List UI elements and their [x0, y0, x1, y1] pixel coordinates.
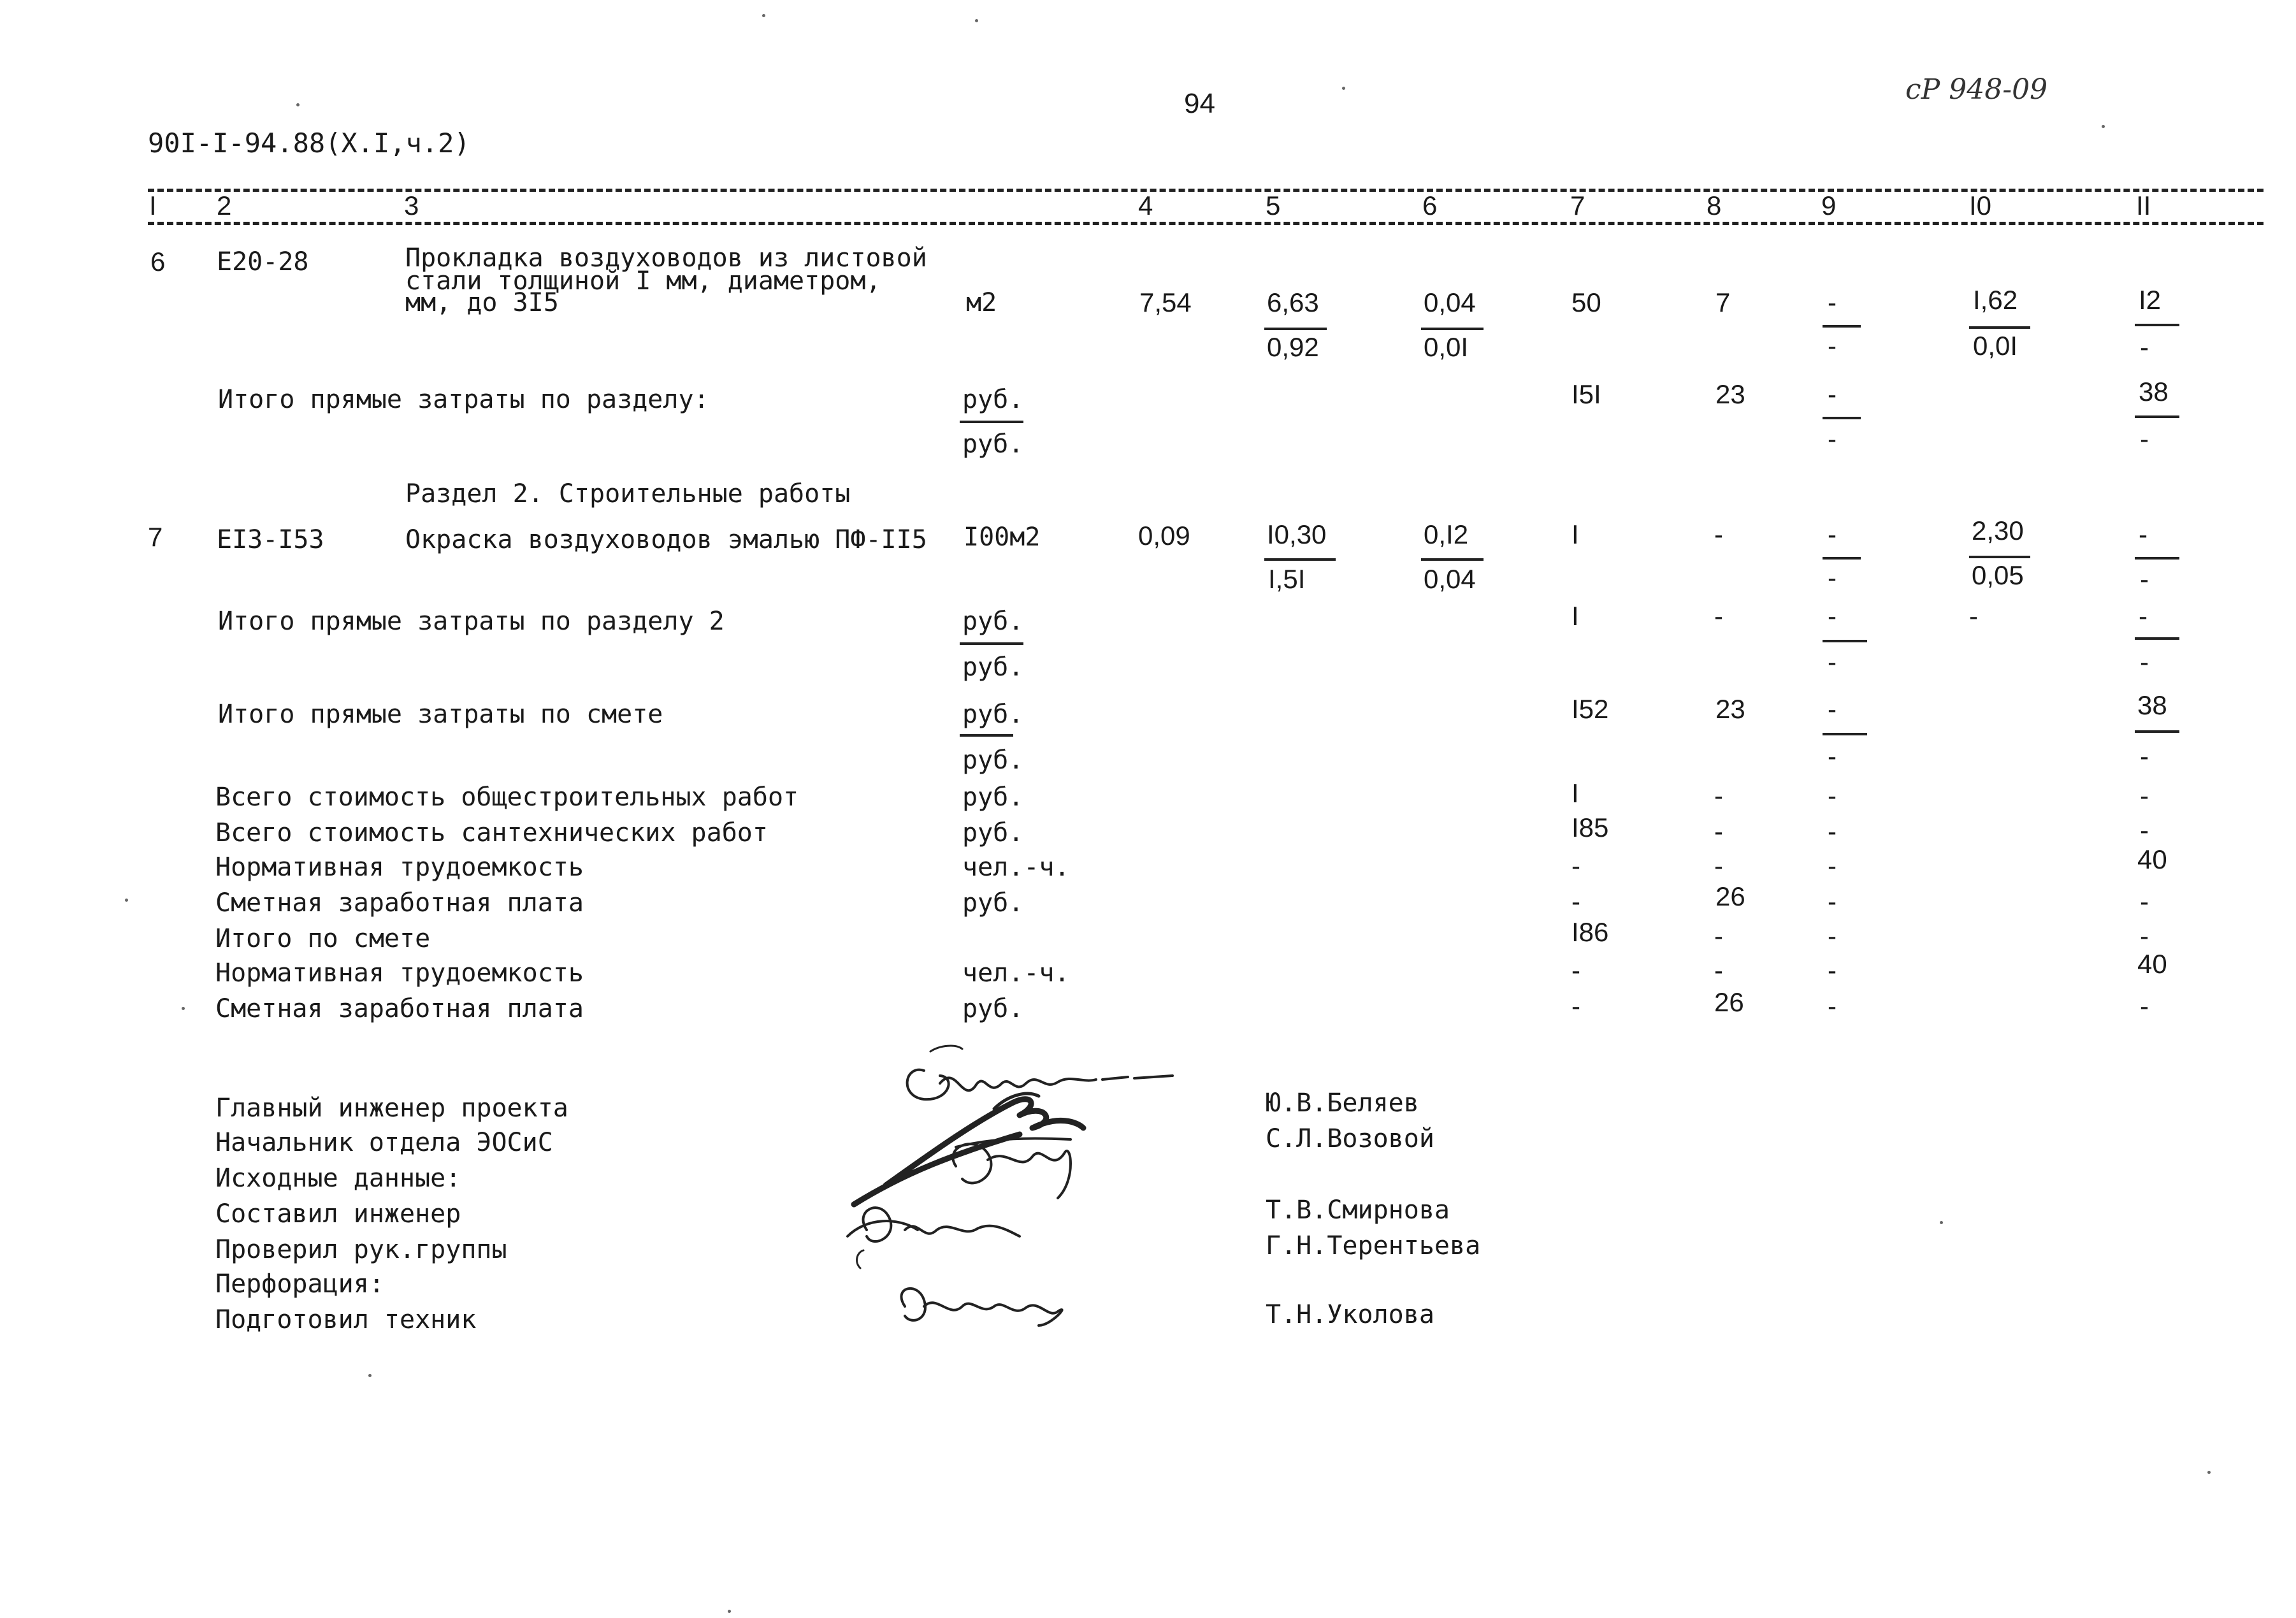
- document-code: 90I-I-94.88(X.I,ч.2): [148, 127, 470, 159]
- labor-per-unit-machinists: 0,0I: [1973, 331, 2018, 361]
- total-machines: -: [1828, 287, 1837, 317]
- fraction-bar: [2135, 415, 2179, 418]
- unit: м2: [966, 288, 997, 317]
- column-header-9: 9: [1821, 191, 1837, 220]
- fraction-bar: [1969, 326, 2030, 329]
- labor-total: -: [2140, 815, 2149, 845]
- scan-speck: [975, 19, 978, 22]
- fraction-bar: [1264, 328, 1327, 330]
- unit-cost-total: I0,30: [1267, 519, 1327, 549]
- unit: руб.: [962, 430, 1024, 459]
- fraction-bar: [960, 642, 1023, 645]
- total-wages: -: [1714, 921, 1723, 951]
- scan-speck: [728, 1610, 731, 1613]
- labor-total: -: [2140, 921, 2149, 951]
- scan-speck: [1342, 87, 1345, 90]
- total-cost: I85: [1571, 813, 1609, 842]
- work-description: Окраска воздуховодов эмалью ПФ-II5: [405, 525, 927, 554]
- handwritten-signatures: [828, 1026, 1224, 1370]
- fraction-bar: [1421, 558, 1484, 561]
- scan-speck: [125, 899, 128, 902]
- total-machines: -: [1828, 921, 1837, 951]
- total-wages: 23: [1715, 379, 1745, 409]
- fraction-bar: [2135, 324, 2179, 326]
- total-cost: I: [1571, 601, 1579, 631]
- total-wages: -: [1714, 851, 1723, 881]
- total-wages: -: [1714, 955, 1723, 985]
- section-title: Раздел 2. Строительные работы: [405, 479, 851, 509]
- column-header-2: 2: [217, 191, 232, 220]
- quantity: 7,54: [1139, 287, 1192, 317]
- fraction-bar: [1823, 733, 1867, 735]
- row-number: 6: [150, 247, 166, 277]
- total-wages: -: [1714, 781, 1723, 811]
- total-machines: -: [1828, 519, 1837, 549]
- total-machines: -: [1828, 379, 1837, 409]
- total-cost: -: [1571, 955, 1580, 985]
- labor-total: -: [2139, 601, 2148, 631]
- summary-label: Всего стоимость общестроительных работ: [215, 783, 799, 812]
- total-wages: -: [1714, 816, 1723, 846]
- labor-total: -: [2140, 991, 2149, 1021]
- labor-total-machinists: -: [2140, 741, 2149, 771]
- labor-total-machinists: -: [2140, 424, 2149, 454]
- total-cost: -: [1571, 851, 1580, 881]
- unit-cost-machine-wages: 0,04: [1424, 564, 1476, 594]
- unit: руб.: [962, 818, 1024, 848]
- quantity: 0,09: [1138, 521, 1190, 551]
- labor-total: 38: [2139, 377, 2169, 407]
- work-description: Прокладка воздуховодов из листовой: [405, 243, 927, 273]
- unit: руб.: [962, 783, 1024, 812]
- total-cost: -: [1571, 886, 1580, 916]
- total-machine-wages: -: [1828, 563, 1837, 593]
- total-wages: 23: [1715, 694, 1745, 724]
- total-cost: I: [1571, 778, 1579, 808]
- total-machines: -: [1828, 851, 1837, 881]
- scan-speck: [762, 14, 765, 17]
- total-machine-wages: -: [1828, 647, 1837, 677]
- unit-cost-machines: 0,04: [1424, 287, 1476, 317]
- total-cost: I86: [1571, 917, 1609, 947]
- column-header-3: 3: [404, 191, 419, 220]
- fraction-bar: [1823, 325, 1861, 328]
- labor-total-machinists: -: [2140, 564, 2149, 594]
- signatory-role: Подготовил техник: [215, 1305, 477, 1334]
- summary-label: Нормативная трудоемкость: [215, 853, 584, 882]
- labor-total: -: [2139, 519, 2148, 549]
- unit-cost-wages: I,5I: [1268, 564, 1306, 594]
- unit: руб.: [962, 653, 1024, 682]
- signatory-role: Составил инженер: [215, 1199, 461, 1229]
- unit: I00м2: [964, 523, 1041, 552]
- labor-per-unit-machinists: 0,05: [1972, 560, 2024, 590]
- header-rule-bottom: [148, 222, 2264, 225]
- column-header-6: 6: [1422, 191, 1438, 220]
- total-machines: -: [1828, 991, 1837, 1021]
- signatory-name: Ю.В.Беляев: [1266, 1088, 1419, 1118]
- scan-speck: [296, 103, 300, 106]
- signatory-name: Т.В.Смирнова: [1266, 1195, 1450, 1225]
- total-wages: 26: [1714, 987, 1744, 1017]
- column-header-10: I0: [1969, 191, 1992, 220]
- fraction-bar: [2135, 730, 2179, 733]
- unit: руб.: [962, 888, 1024, 918]
- handwritten-code: сР 948-09: [1905, 73, 2048, 106]
- scan-speck: [182, 1007, 185, 1010]
- total-machines: -: [1828, 601, 1837, 631]
- column-header-8: 8: [1707, 191, 1722, 220]
- signatory-name: Г.Н.Терентьева: [1266, 1231, 1481, 1260]
- labor-total: -: [2140, 886, 2149, 916]
- labor-total: 40: [2137, 844, 2167, 874]
- fraction-bar: [960, 734, 1013, 737]
- labor-per-unit: I,62: [1973, 285, 2018, 315]
- row-number: 7: [148, 522, 163, 552]
- column-header-7: 7: [1570, 191, 1585, 220]
- column-header-5: 5: [1266, 191, 1281, 220]
- labor-total: -: [2140, 781, 2149, 811]
- unit: руб.: [962, 700, 1024, 729]
- fraction-bar: [1823, 557, 1861, 560]
- subtotal-label: Итого прямые затраты по смете: [218, 700, 663, 729]
- scan-speck: [2207, 1471, 2211, 1474]
- total-machine-wages: -: [1828, 331, 1837, 361]
- labor-total: 40: [2137, 949, 2167, 979]
- total-machine-wages: -: [1828, 741, 1837, 771]
- fraction-bar: [1823, 417, 1861, 419]
- unit: руб.: [962, 385, 1024, 414]
- total-machines: -: [1828, 781, 1837, 811]
- total-wages: -: [1714, 601, 1723, 631]
- unit: руб.: [962, 746, 1024, 775]
- fraction-bar: [2135, 637, 2179, 640]
- header-rule-top: [148, 189, 2264, 192]
- labor-per-unit: -: [1969, 601, 1978, 631]
- column-header-11: II: [2136, 191, 2151, 220]
- total-machines: -: [1828, 955, 1837, 985]
- total-wages: 7: [1715, 287, 1731, 317]
- signatory-role: Исходные данные:: [215, 1164, 461, 1193]
- column-header-1: I: [149, 191, 157, 220]
- labor-total: 38: [2137, 690, 2167, 720]
- subtotal-label: Итого прямые затраты по разделу:: [218, 385, 709, 414]
- summary-label: Итого по смете: [215, 924, 431, 953]
- signatory-name: Т.Н.Уколова: [1266, 1300, 1434, 1329]
- summary-label: Сметная заработная плата: [215, 888, 584, 918]
- unit-cost-total: 6,63: [1267, 287, 1319, 317]
- labor-total-machinists: -: [2140, 332, 2149, 362]
- labor-total-machinists: -: [2140, 647, 2149, 677]
- unit-cost-machine-wages: 0,0I: [1424, 332, 1469, 362]
- total-cost: 50: [1571, 287, 1601, 317]
- scan-speck: [368, 1374, 372, 1377]
- rate-code: EI3-I53: [217, 525, 324, 554]
- summary-label: Сметная заработная плата: [215, 994, 584, 1023]
- summary-label: Всего стоимость сантехнических работ: [215, 818, 768, 848]
- signatory-role: Перфорация:: [215, 1269, 384, 1299]
- fraction-bar: [1264, 558, 1336, 561]
- unit: чел.-ч.: [962, 958, 1070, 988]
- total-cost: -: [1571, 991, 1580, 1021]
- total-wages: 26: [1715, 881, 1745, 911]
- scan-speck: [1940, 1221, 1943, 1224]
- unit: руб.: [962, 994, 1024, 1023]
- fraction-bar: [960, 421, 1023, 423]
- work-description: мм, до 3I5: [405, 288, 559, 317]
- labor-per-unit: 2,30: [1972, 516, 2024, 545]
- fraction-bar: [1421, 328, 1484, 330]
- total-cost: I5I: [1571, 379, 1601, 409]
- summary-label: Нормативная трудоемкость: [215, 958, 584, 988]
- signatory-name: С.Л.Возовой: [1266, 1124, 1434, 1153]
- total-cost: I: [1571, 519, 1579, 549]
- unit: чел.-ч.: [962, 853, 1070, 882]
- signatory-role: Проверил рук.группы: [215, 1235, 507, 1264]
- total-machines: -: [1828, 816, 1837, 846]
- rate-code: E20-28: [217, 247, 309, 277]
- unit-cost-machines: 0,I2: [1424, 519, 1469, 549]
- column-header-4: 4: [1138, 191, 1153, 220]
- page-number: 94: [1184, 88, 1215, 119]
- scan-speck: [2102, 125, 2105, 128]
- subtotal-label: Итого прямые затраты по разделу 2: [218, 607, 725, 636]
- total-machines: -: [1828, 694, 1837, 724]
- total-wages: -: [1714, 519, 1723, 549]
- total-machines: -: [1828, 886, 1837, 916]
- fraction-bar: [2135, 557, 2179, 560]
- total-cost: I52: [1571, 694, 1609, 724]
- unit: руб.: [962, 607, 1024, 636]
- fraction-bar: [1823, 640, 1867, 642]
- fraction-bar: [1969, 556, 2030, 558]
- work-description: стали толщиной I мм, диаметром,: [405, 266, 881, 296]
- unit-cost-wages: 0,92: [1267, 332, 1319, 362]
- total-machine-wages: -: [1828, 424, 1837, 454]
- signatory-role: Начальник отдела ЭОСиС: [215, 1128, 553, 1157]
- signatory-role: Главный инженер проекта: [215, 1094, 568, 1123]
- labor-total: I2: [2139, 285, 2162, 315]
